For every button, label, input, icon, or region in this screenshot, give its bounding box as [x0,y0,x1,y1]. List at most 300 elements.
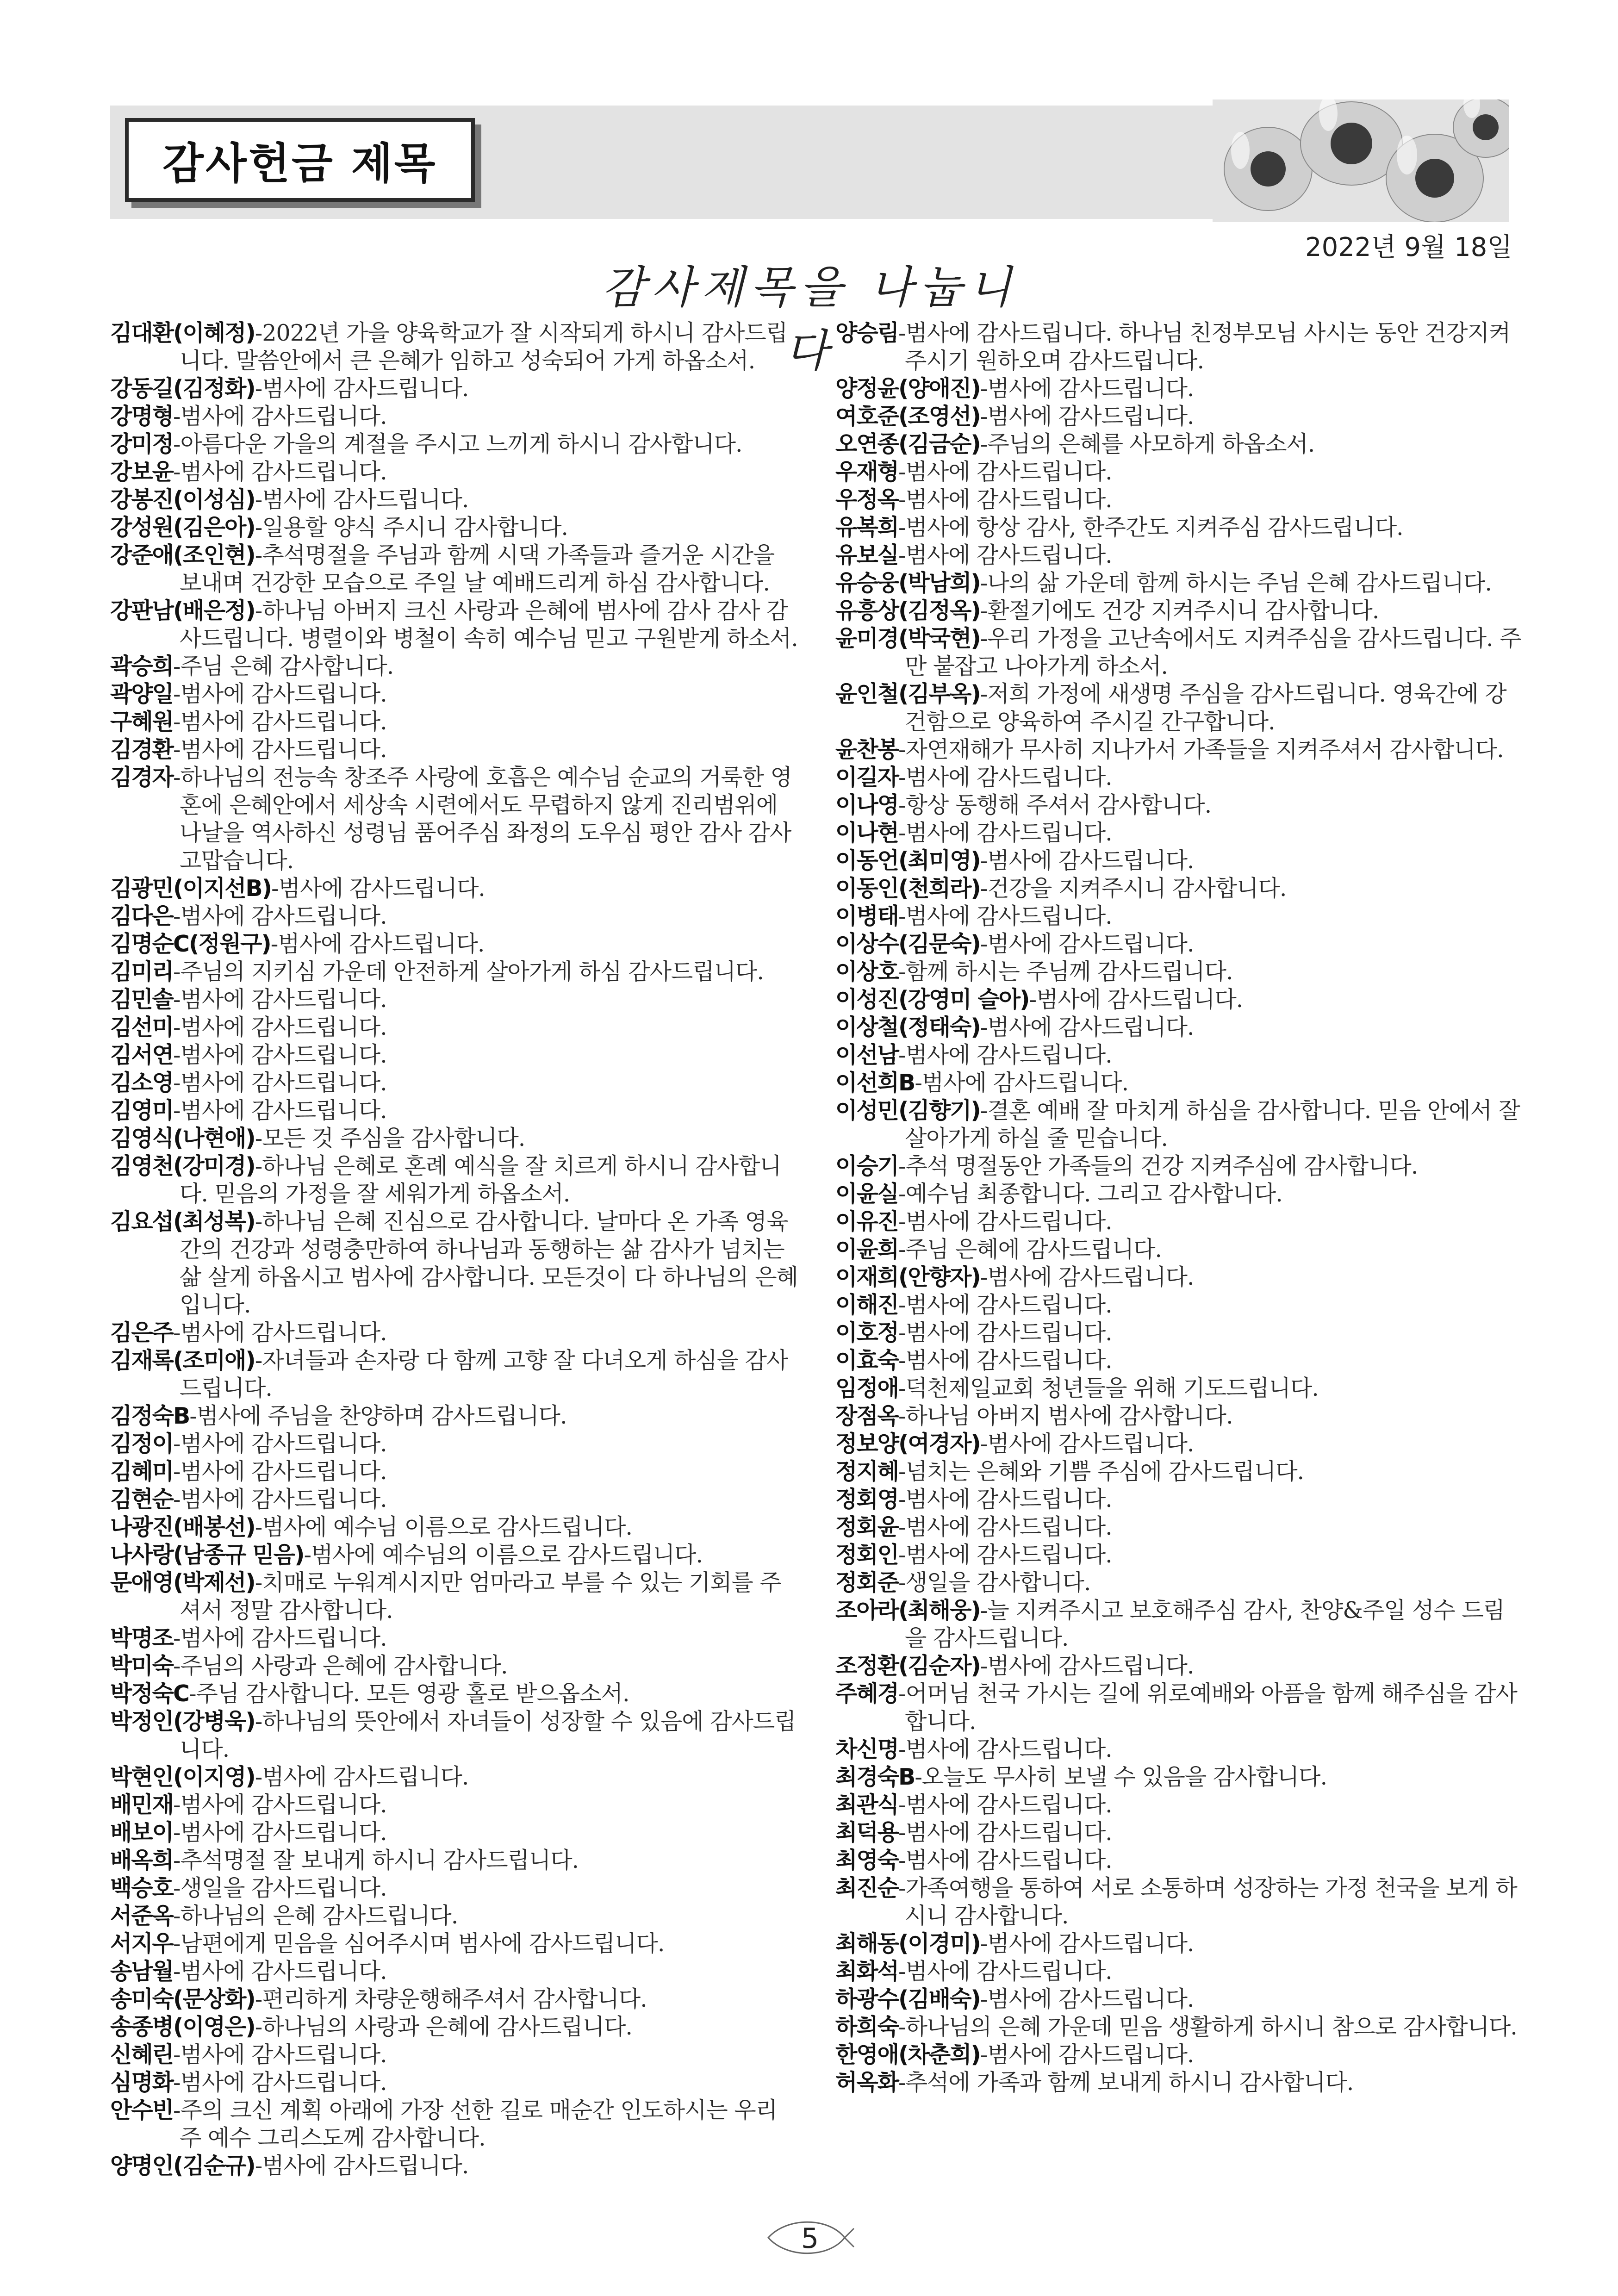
gratitude-entry [835,1041,1525,1069]
entry-name: 최해동(이경미) [835,1930,980,1957]
entry-name: 정지혜 [835,1458,899,1485]
entry-text: -범사에 감사드립니다. [1029,986,1243,1013]
entry-name: 이효숙 [835,1347,899,1374]
entry-name: 이승기 [835,1153,899,1179]
entry-name: 배민재 [110,1792,174,1818]
entry-text: -범사에 감사드립니다. [898,903,1112,929]
entry-name: 이상수(김문숙) [835,931,980,957]
gratitude-entry [835,986,1525,1014]
gratitude-entry [110,1402,800,1430]
gratitude-entry [835,569,1525,597]
entry-text: -하나님 아버지 크신 사랑과 은혜에 범사에 감사 감사 감사드립니다. 병렬이와 병철이 속히 예수님 믿고 구원받게 하소서. [180,597,798,652]
entry-text: -범사에 감사드립니다. [898,820,1112,846]
gratitude-entry [110,1430,800,1458]
gratitude-entry [835,930,1525,958]
entry-text: -아름다운 가을의 계절을 주시고 느끼게 하시니 감사합니다. [173,431,742,457]
entry-text: -오늘도 무사히 보낼 수 있음을 감사합니다. [915,1764,1327,1790]
entry-name: 김소영 [110,1070,174,1096]
entry-name: 강동길(김정화) [110,375,255,402]
gratitude-entry [835,680,1525,736]
entry-text: -일용할 양식 주시니 감사합니다. [255,514,568,541]
entry-text: -범사에 감사드립니다. [980,1264,1194,1290]
entry-name: 우정옥 [835,486,899,513]
gratitude-entry [835,875,1525,902]
entry-name: 배보이 [110,1819,174,1846]
entry-text: -범사에 감사드립니다. [898,1514,1112,1540]
gratitude-entry [835,1791,1525,1819]
gratitude-entry [835,625,1525,680]
entry-text: -추석명절 잘 보내게 하시니 감사드립니다. [173,1847,579,1873]
entry-name: 정보양(여경자) [835,1431,980,1457]
gratitude-entry [835,375,1525,403]
entry-name: 김재록(조미애) [110,1347,255,1374]
gratitude-entry [835,1430,1525,1458]
gratitude-entry [110,2069,800,2097]
entry-text: -함께 하시는 주님께 감사드립니다. [898,958,1233,985]
entry-text: -범사에 감사드립니다. [898,1958,1112,1985]
gratitude-entry [835,1319,1525,1347]
entry-text: -범사에 감사드립니다. [898,1847,1112,1873]
gratitude-entry [835,1263,1525,1291]
gratitude-entry [835,902,1525,930]
entry-name: 김혜미 [110,1458,174,1485]
gratitude-entry [835,1847,1525,1874]
entry-text: -주님의 지키심 가운데 안전하게 살아가게 하심 감사드립니다. [173,958,764,985]
entry-name: 강성원(김은아) [110,514,255,541]
page-number-text: 5 [801,2222,819,2255]
entry-name: 김대환(이혜정) [110,320,255,346]
entry-text: -범사에 예수님 이름으로 감사드립니다. [255,1514,633,1540]
gratitude-entry [110,1319,800,1347]
entry-text: -하나님의 뜻안에서 자녀들이 성장할 수 있음에 감사드립니다. [180,1708,796,1762]
gratitude-entry [110,375,800,403]
gratitude-entry [110,653,800,680]
gratitude-entry [835,1569,1525,1597]
entry-name: 최덕용 [835,1819,899,1846]
gratitude-entry [835,1819,1525,1847]
gratitude-entry [835,2041,1525,2069]
entry-name: 송남월 [110,1958,174,1985]
gratitude-entry [110,2041,800,2069]
gratitude-entry [110,1541,800,1569]
gratitude-entry [835,597,1525,625]
entry-name: 이성민(김향기) [835,1097,980,1124]
gratitude-entry [110,541,800,597]
entry-text: -결혼 예배 잘 마치게 하심을 감사합니다. 믿음 안에서 잘 살아가게 하실 줄 믿습니다. [905,1097,1520,1151]
entry-name: 이선남 [835,1042,899,1068]
gratitude-entry [110,1347,800,1402]
gratitude-entry [835,1291,1525,1319]
gratitude-entry [110,1458,800,1486]
entry-text: -범사에 감사드립니다. [173,1014,387,1040]
entry-text: -범사에 감사드립니다. [173,1819,387,1846]
gratitude-entry [110,1985,800,2013]
gratitude-entry [835,1486,1525,1513]
entry-name: 강봉진(이성심) [110,486,255,513]
entry-text: -2022년 가을 양육학교가 잘 시작되게 하시니 감사드립니다. 말씀안에서 큰 은혜가 임하고 성숙되어 가게 하옵소서. [180,320,788,374]
page-number [764,2217,856,2259]
gratitude-entry [835,1402,1525,1430]
entry-name: 양정윤(양애진) [835,375,980,402]
entry-text: -남편에게 믿음을 심어주시며 범사에 감사드립니다. [173,1930,665,1957]
entry-text: -하나님 아버지 범사에 감사합니다. [898,1403,1233,1429]
entry-text: -치매로 누워계시지만 엄마라고 부를 수 있는 기회를 주셔서 정말 감사합니다. [180,1569,781,1624]
entry-name: 하희숙 [835,2014,899,2040]
entry-text: -범사에 감사드립니다. [980,403,1194,429]
gratitude-entry [110,1819,800,1847]
entry-text: -하나님 은혜로 혼례 예식을 잘 치르게 하시니 감사합니다. 믿음의 가정을 잘 세워가게 하옵소서. [180,1153,781,1207]
gratitude-entry [835,1597,1525,1652]
entry-name: 조정환(김순자) [835,1653,980,1679]
gratitude-entry [835,1736,1525,1763]
entry-text: -범사에 감사드립니다. [255,375,469,402]
gratitude-entry [110,1708,800,1763]
gratitude-entry [110,403,800,430]
gratitude-entry [110,514,800,541]
entry-name: 강보윤 [110,459,174,485]
gratitude-entry [835,1180,1525,1208]
entry-text: -범사에 감사드립니다. [173,709,387,735]
entry-name: 강명형 [110,403,174,429]
entry-name: 백승호 [110,1875,174,1901]
entry-name: 서지우 [110,1930,174,1957]
entry-name: 송미숙(문상화) [110,1986,255,2012]
gratitude-entry [835,1375,1525,1402]
entry-text: -범사에 감사드립니다. [898,1542,1112,1568]
entry-name: 김영미 [110,1097,174,1124]
entry-text: -범사에 감사드립니다. [173,736,387,763]
entry-text: -범사에 감사드립니다. [980,1653,1194,1679]
entry-name: 하광수(김배숙) [835,1986,980,2012]
gratitude-entry [835,1208,1525,1236]
entry-name: 양승림 [835,320,899,346]
gratitude-entry [835,1541,1525,1569]
entry-name: 우재형 [835,459,899,485]
gratitude-entry [110,875,800,902]
gratitude-entry [835,1985,1525,2013]
entry-name: 송종병(이영은) [110,2014,255,2040]
entry-name: 강미정 [110,431,174,457]
entry-text: -범사에 감사드립니다. [255,486,469,513]
entry-name: 김광민(이지선B) [110,875,272,902]
entry-name: 정회영 [835,1486,899,1512]
entry-text: -항상 동행해 주셔서 감사합니다. [898,792,1212,818]
entry-name: 여호준(조영선) [835,403,980,429]
entry-text: -덕천제일교회 청년들을 위해 기도드립니다. [898,1375,1319,1401]
entry-text: -범사에 감사드립니다. [255,2153,469,2179]
entry-name: 이윤희 [835,1236,899,1263]
entry-name: 김미리 [110,958,174,985]
entry-name: 박현인(이지영) [110,1764,255,1790]
entry-name: 이재희(안향자) [835,1264,980,1290]
gratitude-entry [835,1014,1525,1041]
entry-name: 이동언(최미영) [835,847,980,874]
entry-name: 신혜린 [110,2041,174,2068]
gratitude-entry [110,2097,800,2152]
section-subtitle: 감사제목을 나눕니다 [602,261,1018,377]
entry-name: 이윤실 [835,1181,899,1207]
entry-name: 김경자 [110,764,174,790]
entry-name: 김영천(강미경) [110,1153,255,1179]
entry-text: -자녀들과 손자랑 다 함께 고향 잘 다녀오게 하심을 감사드립니다. [180,1347,788,1401]
gratitude-entry [110,2013,800,2041]
gratitude-entry [110,2152,800,2180]
entry-name: 김현순 [110,1486,174,1512]
entry-text: -범사에 감사드립니다. [980,1986,1194,2012]
gratitude-entry [835,1513,1525,1541]
entry-name: 이호정 [835,1319,899,1346]
gratitude-entry [110,1791,800,1819]
entry-name: 이길자 [835,764,899,790]
entry-name: 이나영 [835,792,899,818]
gratitude-entry [110,597,800,653]
gratitude-entry [110,1958,800,1985]
entry-text: -범사에 감사드립니다. [980,1431,1194,1457]
entry-text: -범사에 주님을 찬양하며 감사드립니다. [189,1403,567,1429]
entry-name: 차신명 [835,1736,899,1762]
entry-name: 구혜원 [110,709,174,735]
title-box [125,118,475,202]
gratitude-entry [835,541,1525,569]
entry-text: -주님 은혜 감사합니다. [173,653,394,679]
gratitude-entry [110,1486,800,1513]
entry-name: 이선희B [835,1070,915,1096]
entry-text: -범사에 예수님의 이름으로 감사드립니다. [304,1542,703,1568]
entry-text: -범사에 감사드립니다. [915,1070,1129,1096]
gratitude-entry [110,736,800,764]
entry-text: -범사에 감사드립니다. [270,931,485,957]
gratitude-entry [110,1041,800,1069]
entry-name: 이상철(정태숙) [835,1014,980,1040]
gratitude-entry [110,1930,800,1958]
entry-name: 이상호 [835,958,899,985]
entry-name: 장점옥 [835,1403,899,1429]
gratitude-entry [835,847,1525,875]
entry-name: 김민솔 [110,986,174,1013]
entry-name: 이병태 [835,903,899,929]
entry-name: 곽양일 [110,681,174,707]
gratitude-entry [110,902,800,930]
entry-text: -추석에 가족과 함께 보내게 하시니 감사합니다. [898,2069,1354,2096]
gratitude-entry [835,958,1525,986]
entry-text: -하나님의 은혜 감사드립니다. [173,1903,458,1929]
gratitude-entry [110,1569,800,1624]
entry-text: -범사에 감사드립니다. [980,931,1194,957]
entry-name: 김경환 [110,736,174,763]
entry-name: 이동인(천희라) [835,875,980,902]
entry-name: 문애영(박제선) [110,1569,255,1596]
entry-name: 김영식(나현애) [110,1125,255,1151]
entry-name: 곽승희 [110,653,174,679]
entry-text: -편리하게 차량운행해주셔서 감사합니다. [255,1986,647,2012]
entry-text: -자연재해가 무사히 지나가서 가족들을 지켜주셔서 감사합니다. [898,736,1504,763]
gratitude-entry [110,1069,800,1097]
entry-name: 오연종(김금순) [835,431,980,457]
left-column [110,319,800,2180]
gratitude-entry [110,930,800,958]
entry-text: -범사에 감사드립니다. [898,1347,1112,1374]
entry-name: 주혜경 [835,1680,899,1707]
entry-text: -범사에 감사드립니다. [898,764,1112,790]
entry-name: 김다은 [110,903,174,929]
entry-name: 나사랑(남종규 믿음) [110,1542,304,1568]
entry-text: -주님 감사합니다. 모든 영광 홀로 받으옵소서. [188,1680,629,1707]
entry-text: -범사에 감사드립니다. 하나님 친정부모님 사시는 동안 건강지켜 주시기 원하오며 감사드립니다. [898,320,1511,374]
entry-text: -범사에 감사드립니다. [173,681,387,707]
entry-name: 윤인철(김부옥) [835,681,980,707]
gratitude-entry [835,2069,1525,2097]
gratitude-entry [110,319,800,375]
gratitude-entry [110,1847,800,1874]
gratitude-entry [110,1125,800,1152]
gratitude-entry [110,486,800,514]
gratitude-entry [110,1680,800,1708]
gratitude-entry [110,1902,800,1930]
entry-text: -가족여행을 통하여 서로 소통하며 성장하는 가정 천국을 보게 하시니 감사합니다. [898,1875,1517,1929]
entry-text: -범사에 감사드립니다. [980,847,1194,874]
entry-text: -범사에 감사드립니다. [898,459,1112,485]
gratitude-entry [110,680,800,708]
entry-name: 허옥화 [835,2069,899,2096]
entry-text: -주님의 은혜를 사모하게 하옵소서. [980,431,1315,457]
entry-text: -저희 가정에 새생명 주심을 감사드립니다. 영육간에 강건함으로 양육하여 주시길 간구합니다. [905,681,1506,735]
gratitude-entry [835,514,1525,541]
gratitude-entry [835,1680,1525,1736]
entry-text: -범사에 감사드립니다. [173,1958,387,1985]
entry-text: -어머님 천국 가시는 길에 위로예배와 아픔을 함께 해주심을 감사합니다. [898,1680,1517,1735]
entry-text: -주의 크신 계획 아래에 가장 선한 길로 매순간 인도하시는 우리 주 예수 그리스도께 감사합니다. [173,2097,778,2151]
page-title: 감사헌금 제목 [162,138,437,188]
entry-name: 김서연 [110,1042,174,1068]
entry-text: -늘 지켜주시고 보호해주심 감사, 찬양&주일 성수 드림을 감사드립니다. [905,1597,1505,1651]
entry-name: 이유진 [835,1208,899,1235]
entry-name: 심명화 [110,2069,174,2096]
entry-text: -추석명절을 주님과 함께 시댁 가족들과 즐거운 시간을 보내며 건강한 모습으로 주일 날 예배드리게 하심 감사합니다. [180,542,775,596]
entry-text: -범사에 감사드립니다. [173,1070,387,1096]
entry-name: 최영숙 [835,1847,899,1873]
entry-text: -범사에 감사드립니다. [173,903,387,929]
entry-name: 박미숙 [110,1653,174,1679]
entry-text: -범사에 감사드립니다. [255,1764,469,1790]
gratitude-entry [110,1208,800,1319]
gratitude-entry [110,1763,800,1791]
entry-text: -모든 것 주심을 감사합니다. [255,1125,525,1151]
entry-text: -범사에 감사드립니다. [173,1042,387,1068]
entry-text: -환절기에도 건강 지켜주시니 감사합니다. [980,597,1379,624]
entry-text: -범사에 감사드립니다. [898,486,1112,513]
entry-name: 유승웅(박남희) [835,570,980,596]
entry-text: -범사에 감사드립니다. [898,1319,1112,1346]
entry-name: 한영애(차춘희) [835,2041,980,2068]
entry-name: 김요섭(최성복) [110,1208,255,1235]
entry-text: -범사에 항상 감사, 한주간도 지켜주심 감사드립니다. [898,514,1403,541]
entry-text: -범사에 감사드립니다. [898,542,1112,568]
gratitude-entry [110,1152,800,1208]
entry-text: -범사에 감사드립니다. [980,1014,1194,1040]
gratitude-entry [835,1763,1525,1791]
gratitude-entry [835,1874,1525,1930]
gratitude-entry [110,1874,800,1902]
entry-name: 배옥희 [110,1847,174,1873]
entry-text: -하나님의 사랑과 은혜에 감사드립니다. [255,2014,633,2040]
entry-text: -주님 은혜에 감사드립니다. [898,1236,1162,1263]
entry-name: 나광진(배봉선) [110,1514,255,1540]
entry-text: -범사에 감사드립니다. [173,459,387,485]
entry-text: -범사에 감사드립니다. [173,1097,387,1124]
gratitude-entry [110,986,800,1014]
entry-text: -범사에 감사드립니다. [980,1930,1194,1957]
gratitude-entry [835,486,1525,514]
gratitude-entry [110,1097,800,1125]
entry-name: 유복희 [835,514,899,541]
entry-name: 정회인 [835,1542,899,1568]
gratitude-entry [835,1152,1525,1180]
gratitude-entry [835,791,1525,819]
entry-name: 이성진(강영미 슬아) [835,986,1029,1013]
entry-text: -범사에 감사드립니다. [898,1208,1112,1235]
right-column [835,319,1525,2097]
entry-name: 정회윤 [835,1514,899,1540]
entry-text: -범사에 감사드립니다. [898,1819,1112,1846]
entry-name: 김은주 [110,1319,174,1346]
entry-name: 정회준 [835,1569,899,1596]
issue-date: 2022년 9월 18일 [1305,232,1512,262]
entry-text: -범사에 감사드립니다. [980,2041,1194,2068]
entry-text: -건강을 지켜주시니 감사합니다. [980,875,1287,902]
entry-text: -범사에 감사드립니다. [980,375,1194,402]
gratitude-entry [835,1347,1525,1375]
entry-text: -범사에 감사드립니다. [173,1458,387,1485]
entry-name: 최경숙B [835,1764,915,1790]
entry-text: -범사에 감사드립니다. [271,875,485,902]
entry-text: -범사에 감사드립니다. [173,1625,387,1651]
entry-name: 김명순C(정원구) [110,931,271,957]
gratitude-entry [835,1097,1525,1152]
entry-name: 김선미 [110,1014,174,1040]
entry-text: -범사에 감사드립니다. [173,1319,387,1346]
entry-name: 서준옥 [110,1903,174,1929]
gratitude-entry [835,458,1525,486]
gratitude-entry [835,1930,1525,1958]
entry-name: 조아라(최해웅) [835,1597,980,1624]
entry-name: 박정숙C [110,1680,189,1707]
entry-name: 이해진 [835,1292,899,1318]
gratitude-entry [835,736,1525,764]
entry-text: -하나님의 전능속 창조주 사랑에 호흡은 예수님 순교의 거룩한 영혼에 은혜안에서 세상속 시련에서도 무렵하지 않게 진리범위에 나날을 역사하신 성령님 품어주심 좌정의 도우심 평안 감사 감사 고맙습니다. [173,764,792,874]
gratitude-entry [835,1069,1525,1097]
entry-name: 윤미경(박국현) [835,625,980,652]
entry-text: -생일을 감사합니다. [898,1569,1091,1596]
entry-text: -범사에 감사드립니다. [898,1486,1112,1512]
entry-name: 최관식 [835,1792,899,1818]
entry-text: -하나님 은혜 진심으로 감사합니다. 날마다 온 가족 영육간의 건강과 성령충만하여 하나님과 동행하는 삶 감사가 넘치는 삶 살게 하옵시고 범사에 감사합니다. 모든것이 다 하나님의 은혜입니다. [180,1208,798,1318]
gratitude-entry [110,708,800,736]
entry-text: -범사에 감사드립니다. [173,403,387,429]
entry-text: -추석 명절동안 가족들의 건강 지켜주심에 감사합니다. [898,1153,1418,1179]
entry-text: -범사에 감사드립니다. [898,1292,1112,1318]
gratitude-entry [110,1513,800,1541]
entry-text: -범사에 감사드립니다. [173,1431,387,1457]
entry-text: -주님의 사랑과 은혜에 감사합니다. [173,1653,508,1679]
entry-name: 안수빈 [110,2097,174,2123]
gratitude-entry [110,1014,800,1041]
gratitude-entry [110,958,800,986]
gratitude-entry [835,1236,1525,1263]
entry-text: -생일을 감사드립니다. [173,1875,387,1901]
gratitude-entry [835,819,1525,847]
entry-name: 양명인(김순규) [110,2153,255,2179]
entry-text: -하나님의 은혜 가운데 믿음 생활하게 하시니 참으로 감사합니다. [898,2014,1517,2040]
